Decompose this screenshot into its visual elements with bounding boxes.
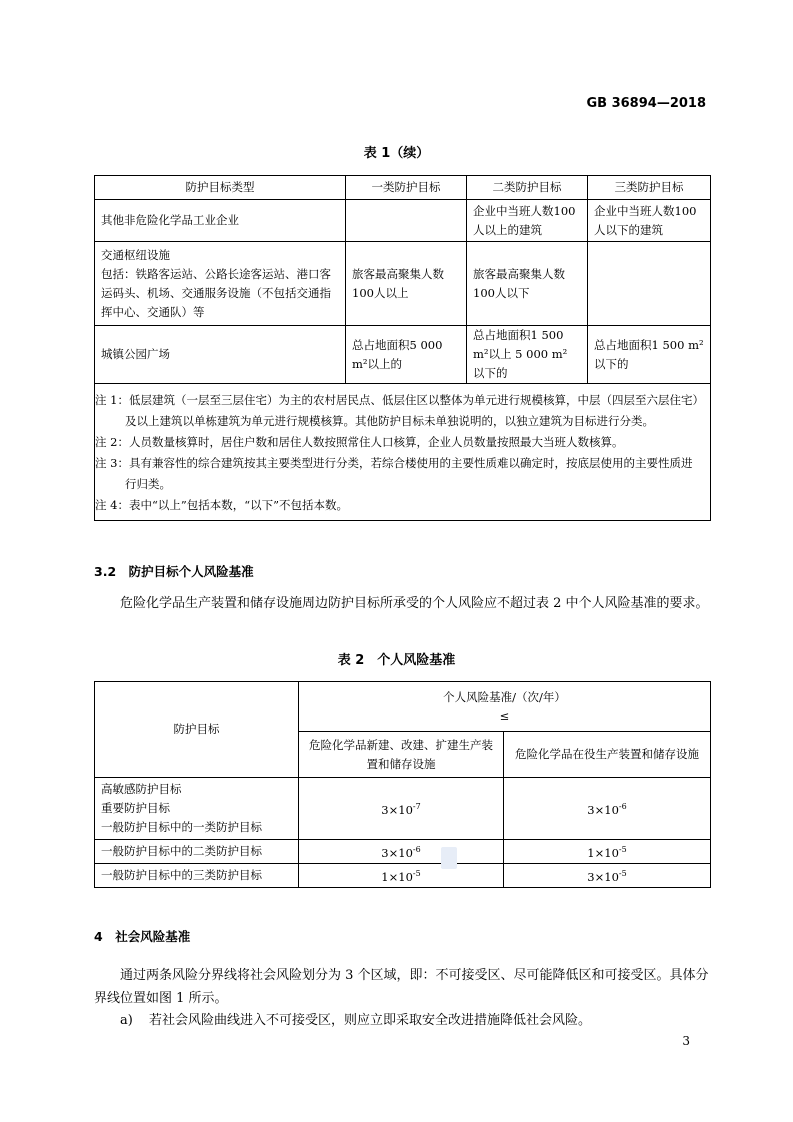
watermark-badge	[441, 847, 457, 869]
table2-value-cell	[299, 864, 504, 888]
table2-col1-header: 防护目标	[95, 682, 299, 778]
value-base: 3×10	[381, 846, 413, 860]
table1-cell: 旅客最高聚集人数100人以上	[346, 242, 467, 326]
table1-notes-row	[95, 384, 711, 521]
table2-header-row	[95, 682, 711, 732]
table1-cell: 总占地面积1 500 m²以上 5 000 m² 以下的	[467, 326, 588, 384]
table1-note: 注 4：表中“以上”包括本数，“以下”不包括本数。	[95, 498, 348, 512]
value-base: 3×10	[587, 803, 619, 817]
table2-group-header-label: 个人风险基准/（次/年）	[443, 689, 566, 704]
table2-value-cell	[504, 840, 711, 864]
table1-cell: 交通枢纽设施 包括：铁路客运站、公路长途客运站、港口客运码头、机场、交通服务设施（不包括交通指挥中心、交通队）等	[95, 242, 346, 326]
table2-caption: 表 2 个人风险基准	[337, 653, 456, 668]
table1-header-cell: 三类防护目标	[588, 176, 711, 200]
page-number: 3	[682, 1034, 690, 1048]
table1-cell: 总占地面积5 000 m²以上的	[346, 326, 467, 384]
table1-header-cell: 二类防护目标	[467, 176, 588, 200]
table1-note: 注 2：人员数量核算时，居住户数和居住人数按照常住人口核算，企业人员数量按照最大当班人数核算。	[95, 435, 624, 449]
table2-subheader-cell: 危险化学品在役生产装置和储存设施	[504, 732, 711, 778]
table1-cell: 其他非危险化学品工业企业	[95, 200, 346, 242]
table1-header-cell: 防护目标类型	[95, 176, 346, 200]
table2-subheader-cell: 危险化学品新建、改建、扩建生产装置和储存设施	[299, 732, 504, 778]
value-exponent: -5	[618, 845, 627, 854]
value-exponent: -6	[412, 845, 421, 854]
value-base: 1×10	[381, 870, 413, 884]
table1-cell: 城镇公园广场	[95, 326, 346, 384]
table-row	[95, 840, 711, 864]
table2	[94, 681, 711, 888]
table1-cell: 总占地面积1 500 m²以下的	[588, 326, 711, 384]
table1-note: 注 3：具有兼容性的综合建筑按其主要类型进行分类，若综合楼使用的主要性质难以确定时，按底层使用的主要性质进行归类。	[95, 456, 693, 491]
value-base: 3×10	[587, 870, 619, 884]
section-4-list-item	[120, 1009, 710, 1032]
table1-cell	[588, 242, 711, 326]
section-3-2-paragraph: 危险化学品生产装置和储存设施周边防护目标所承受的个人风险应不超过表 2 中个人风险基准的要求。	[120, 596, 709, 611]
section-4-paragraph: 通过两条风险分界线将社会风险划分为 3 个区域，即：不可接受区、尽可能降低区和可接受区。具体分界线位置如图 1 所示。	[94, 968, 709, 1006]
value-exponent: -6	[618, 802, 627, 811]
table2-group-header	[299, 682, 711, 732]
section-4-heading: 4 社会风险基准	[94, 929, 191, 944]
list-item-marker: a)	[120, 1013, 133, 1028]
table2-target-cell: 一般防护目标中的三类防护目标	[95, 864, 299, 888]
table1-notes	[95, 384, 711, 521]
value-exponent: -5	[412, 869, 421, 878]
value-base: 1×10	[587, 846, 619, 860]
table1-header-cell: 一类防护目标	[346, 176, 467, 200]
table2-value-cell	[504, 778, 711, 840]
table-row	[95, 778, 711, 840]
table2-value-cell	[504, 864, 711, 888]
table-row	[95, 242, 711, 326]
table1-header-row	[95, 176, 711, 200]
table-row	[95, 326, 711, 384]
table2-value-cell	[299, 778, 504, 840]
list-item-text: 若社会风险曲线进入不可接受区，则应立即采取安全改进措施降低社会风险。	[148, 1013, 591, 1028]
table1	[94, 175, 711, 521]
value-exponent: -7	[412, 802, 421, 811]
table-row	[95, 864, 711, 888]
table1-cell	[346, 200, 467, 242]
table1-cell: 旅客最高聚集人数100人以下	[467, 242, 588, 326]
value-base: 3×10	[381, 803, 413, 817]
standard-number: GB 36894—2018	[586, 96, 706, 111]
table2-target-cell: 高敏感防护目标 重要防护目标 一般防护目标中的一类防护目标	[95, 778, 299, 840]
table1-cell: 企业中当班人数100人以上的建筑	[467, 200, 588, 242]
table2-value-cell	[299, 840, 504, 864]
table2-group-header-symbol: ≤	[499, 708, 510, 723]
table-row	[95, 200, 711, 242]
table1-cell: 企业中当班人数100人以下的建筑	[588, 200, 711, 242]
table2-target-cell: 一般防护目标中的二类防护目标	[95, 840, 299, 864]
value-exponent: -5	[618, 869, 627, 878]
table1-caption: 表 1（续）	[363, 146, 430, 161]
section-3-2-heading: 3.2 防护目标个人风险基准	[94, 564, 254, 579]
table1-note: 注 1：低层建筑（一层至三层住宅）为主的农村居民点、低层住区以整体为单元进行规模核算，中层（四层至六层住宅）及以上建筑以单栋建筑为单元进行规模核算。其他防护目标未单独说明的，以独立建筑为目标进行分类。	[95, 393, 699, 428]
